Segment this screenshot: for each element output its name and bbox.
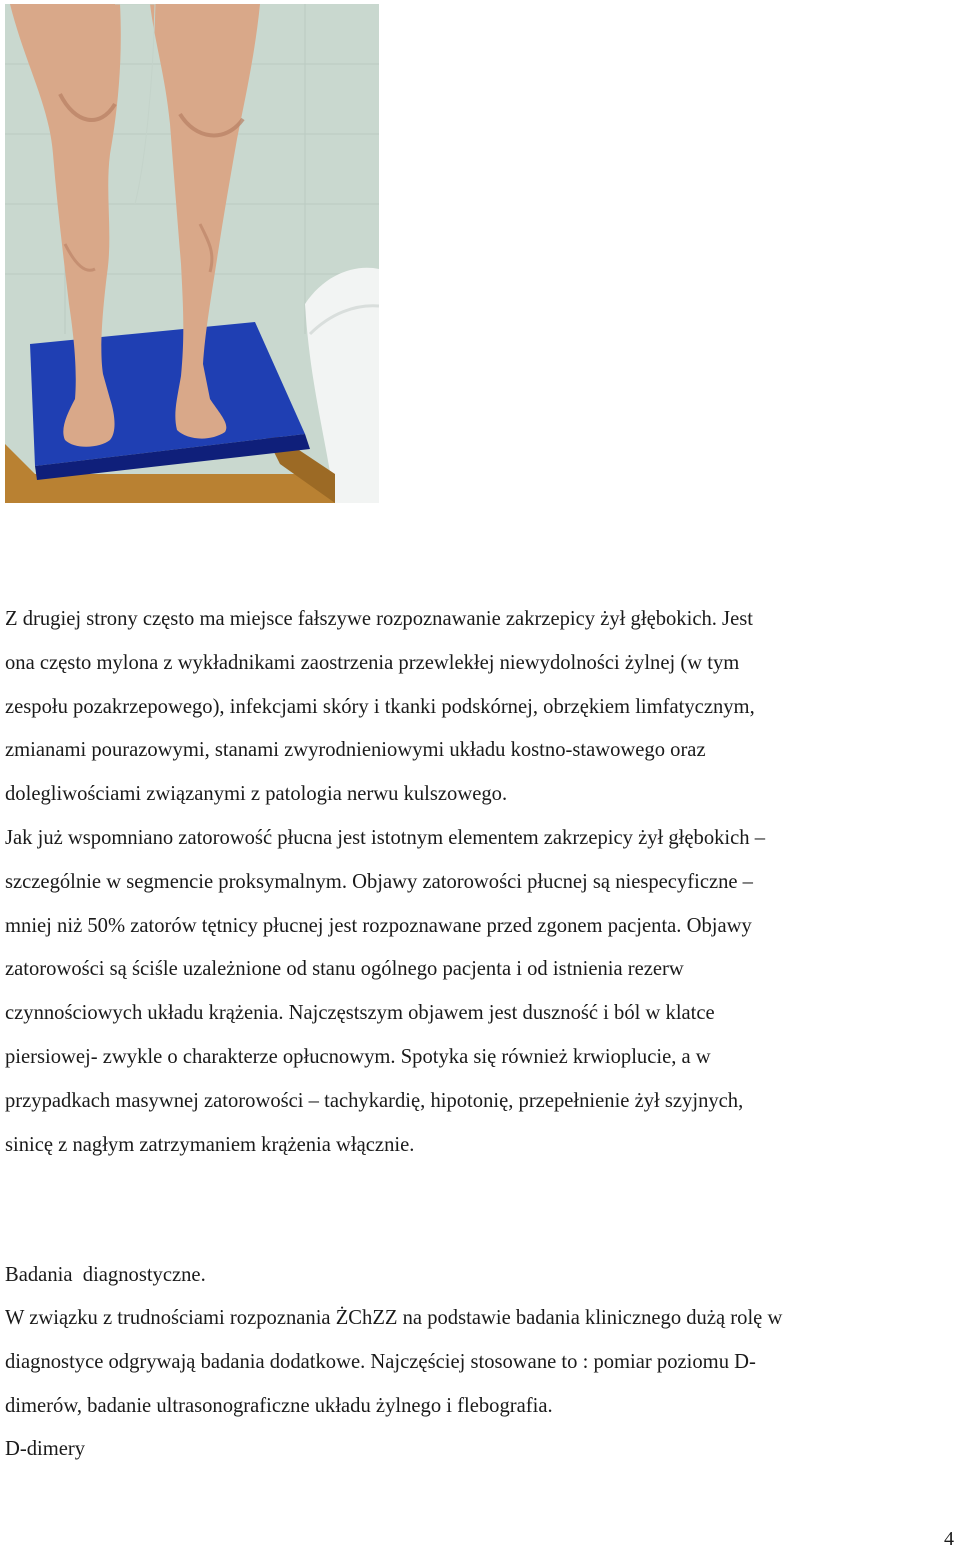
text-line: ona często mylona z wykładnikami zaostrzenia przewlekłej niewydolności żylnej (w tym [5,651,740,674]
text-line: Jak już wspomniano zatorowość płucna jest istotnym elementem zakrzepicy żył głębokich – [5,827,766,849]
subheading-d-dimers: D-dimery [5,1438,86,1460]
text-line: zespołu pozakrzepowego), infekcjami skóry i tkanki podskórnej, obrzękiem limfatycznym, [5,695,755,718]
text-line: piersiowej- zwykle o charakterze opłucnowym. Spotyka się również krwioplucie, a w [5,1045,711,1068]
text-line: szczególnie w segmencie proksymalnym. Objawy zatorowości płucnej są niespecyficzne – [5,870,753,893]
text-line: mniej niż 50% zatorów tętnicy płucnej jest rozpoznawane przed zgonem pacjenta. Objawy [5,914,752,937]
text-line: zatorowości są ściśle uzależnione od stanu ogólnego pacjenta i od istnienia rezerw [5,958,684,981]
text-line: Z drugiej strony często ma miejsce fałszywe rozpoznawanie zakrzepicy żył głębokich. Jest [5,608,753,630]
paragraph-diagnostics [5,1297,960,1428]
legs-photo [5,4,379,503]
text-line: zmianami pourazowymi, stanami zwyrodnieniowymi układu kostno-stawowego oraz [5,739,706,762]
section-heading: Badania diagnostyczne. [5,1264,206,1286]
text-line: W związku z trudnościami rozpoznania ŻChZZ na podstawie badania klinicznego dużą rolę w [5,1307,783,1329]
text-line: sinicę z nagłym zatrzymaniem krążenia włącznie. [5,1133,415,1156]
text-line: czynnościowych układu krążenia. Najczęstszym objawem jest duszność i ból w klatce [5,1002,715,1025]
paragraph-pulmonary-embolism [5,817,960,1167]
text-line: dimerów, badanie ultrasonograficzne układu żylnego i flebografia. [5,1394,553,1417]
text-line: diagnostyce odgrywają badania dodatkowe. Najczęściej stosowane to : pomiar poziomu D- [5,1350,756,1373]
text-line: dolegliwościami związanymi z patologia nerwu kulszowego. [5,783,508,806]
paragraph-false-diagnosis [5,598,960,817]
text-line: przypadkach masywnej zatorowości – tachykardię, hipotonię, przepełnienie żył szyjnych, [5,1089,744,1112]
page-number: 4 [944,1528,954,1550]
